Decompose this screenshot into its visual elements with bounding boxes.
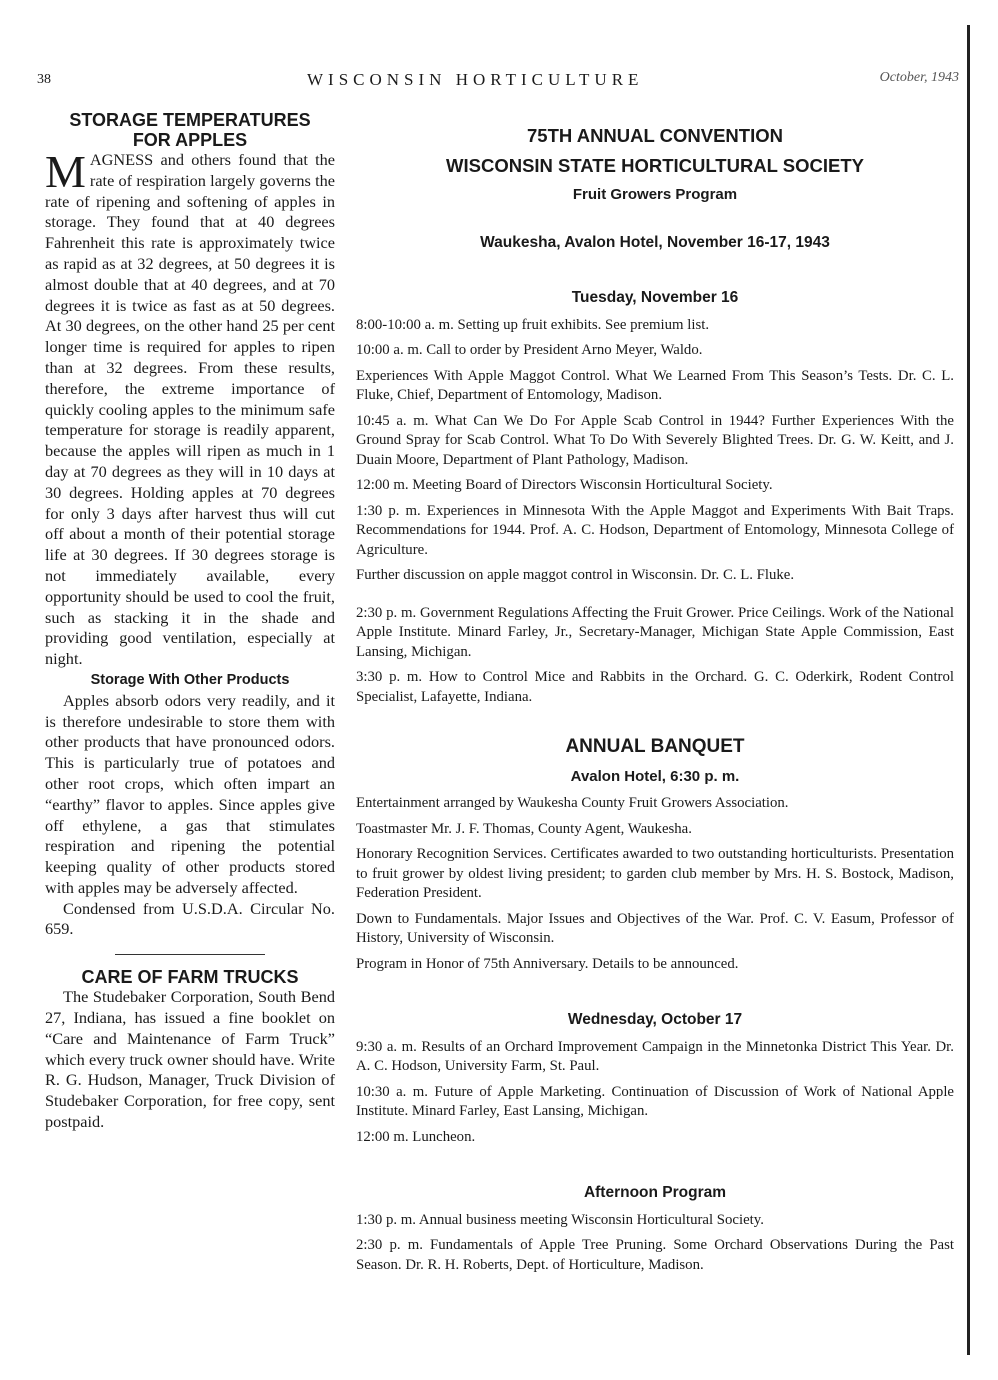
society-title: WISCONSIN STATE HORTICULTURAL SOCIETY (446, 154, 864, 176)
storage-subheading: Storage With Other Products (90, 671, 290, 688)
tuesday-item: 1:30 p. m. Experiences in Minnesota With the Apple Maggot and Experiments With Bait Traps. Recommendations for 1944. Prof. A. C. Hodson, Department of Entomology, Minnesota College of Agriculture. (356, 502, 954, 558)
banquet-item: Down to Fundamentals. Major Issues and Objectives of the War. Prof. C. V. Easum, Professor of History, University of Wisconsin. (356, 910, 954, 946)
banquet-item: Entertainment arranged by Waukesha County Fruit Growers Association. (356, 795, 789, 811)
tuesday-item: 3:30 p. m. How to Control Mice and Rabbits in the Orchard. G. C. Oderkirk, Rodent Control Specialist, Lafayette, Indiana. (356, 669, 954, 705)
page-edge-rule (967, 25, 970, 1355)
storage-source: Condensed from U.S.D.A. Circular No. 659. (45, 898, 335, 939)
spacer (356, 592, 954, 604)
banquet-item: Program in Honor of 75th Anniversary. Details to be announced. (356, 955, 739, 972)
wednesday-item: 9:30 a. m. Results of an Orchard Improvement Campaign in the Minnetonka District This Year. Dr. A. C. Hodson, University Farm, St. Paul. (356, 1038, 954, 1074)
banquet-item: Honorary Recognition Services. Certificates awarded to two outstanding horticulturists. Presentation to fruit grower by oldest living president; to garden club member by Mrs. H. S. Bostock, Madison, Federation President. (356, 846, 954, 901)
tuesday-item: 10:00 a. m. Call to order by President Arno Meyer, Waldo. (356, 342, 703, 358)
tuesday-item: Further discussion on apple maggot control in Wisconsin. Dr. C. L. Fluke. (356, 567, 795, 583)
tuesday-item: 8:00-10:00 a. m. Setting up fruit exhibits. See premium list. (356, 316, 710, 333)
magazine-title: WISCONSIN HORTICULTURE (307, 70, 644, 89)
wednesday-item: 12:00 m. Luncheon. (356, 1128, 476, 1145)
tuesday-item: 12:00 m. Meeting Board of Directors Wisconsin Horticultural Society. (356, 477, 773, 493)
right-column (356, 120, 954, 1281)
storage-paragraph (45, 146, 335, 670)
trucks-title: CARE OF FARM TRUCKS (81, 967, 299, 988)
storage-title-line1: STORAGE TEMPERATURES (69, 110, 311, 130)
trucks-paragraph: The Studebaker Corporation, South Bend 27, Indiana, has issued a fine booklet on “Care and Maintenance of Farm Truck” which every truck owner should have. Write R. G. Hudson, Manager, Truck Division of Studebaker Corporation, for free copy, sent postpaid. (45, 987, 335, 1132)
program-title: Fruit Growers Program (572, 186, 738, 203)
storage-article (45, 110, 335, 940)
storage-title-line2: FOR APPLES (132, 130, 248, 150)
afternoon-item: 2:30 p. m. Fundamentals of Apple Tree Pruning. Some Orchard Observations During the Past Season. Dr. R. H. Roberts, Dept. of Horticulture, Madison. (356, 1237, 954, 1273)
tuesday-heading: Tuesday, November 16 (571, 289, 739, 306)
afternoon-heading: Afternoon Program (583, 1184, 727, 1201)
left-column (45, 110, 335, 1133)
tuesday-item: Experiences With Apple Maggot Control. What We Learned From This Season’s Tests. Dr. C. L. Fluke, Chief, Department of Entomology, Madison. (356, 367, 954, 403)
convention-title: 75TH ANNUAL CONVENTION (527, 125, 783, 146)
wednesday-heading: Wednesday, October 17 (567, 1011, 743, 1028)
tuesday-item: 2:30 p. m. Government Regulations Affecting the Fruit Grower. Price Ceilings. Work of the National Apple Institute. Minard Farley, Jr., Secretary-Manager, Michigan State Apple Commission, East Lansing, Michigan. (356, 604, 954, 660)
storage-paragraph-2: Apples absorb odors very readily, and it is therefore undesirable to store them with other products that have pronounced odors. This is particularly true of potatoes and other root crops, which often impart an “earthy” flavor to apples. Since apples give off ethylene, a gas that stimulates respiration and ripening the potential keeping quality of other products stored with apples may be adversely affected. (45, 690, 335, 897)
section-divider (115, 954, 265, 955)
banquet-subtitle: Avalon Hotel, 6:30 p. m. (570, 767, 740, 785)
wednesday-item: 10:30 a. m. Future of Apple Marketing. Continuation of Discussion of Work of National Apple Institute. Minard Farley, East Lansing, Michigan. (356, 1083, 954, 1119)
issue-date: October, 1943 (879, 70, 959, 85)
storage-paragraph-text: AGNESS and others found that the rate of respiration largely governs the rate of ripening and softening of apples in storage. They found that at 40 degrees Fahrenheit this rate is approximately twice as rapid as at 32 degrees, at 50 degrees it is almost double that at 40 degrees, and at 70 degrees it is twice as fast as at 50 degrees. At 30 degrees, on the other hand 25 per cent longer time is required for apples to ripen than at 32 degrees. From these results, therefore, the extreme importance of quickly cooling apples to the minimum safe temperature for storage is readily apparent, because the apples will ripen as much in 1 day at 70 degrees as they will in 10 days at 30 degrees. Holding apples at 70 degrees for only 3 days after harvest thus will cut off about a month of their potential storage life at 30 degrees. If 30 degrees storage is not immediately available, every opportunity should be used to cool the fruit, such as stacking it in the shade and providing good ventilation, especially at night. (45, 150, 335, 669)
banquet-item: Toastmaster Mr. J. F. Thomas, County Agent, Waukesha. (356, 820, 692, 837)
page-number: 38 (37, 72, 51, 87)
venue-line: Waukesha, Avalon Hotel, November 16-17, 1943 (480, 233, 830, 251)
running-header (37, 70, 967, 94)
tuesday-item: 10:45 a. m. What Can We Do For Apple Scab Control in 1944? Further Experiences With the Ground Spray for Scab Control. What To Do With Severely Blighted Trees. Dr. G. W. Keitt, and J. Duain Moore, Department of Plant Pathology, Madison. (356, 412, 954, 468)
afternoon-item: 1:30 p. m. Annual business meeting Wisconsin Horticultural Society. (356, 1211, 764, 1228)
drop-cap: M (45, 146, 86, 197)
banquet-title: ANNUAL BANQUET (565, 736, 745, 757)
trucks-article (45, 967, 335, 1133)
